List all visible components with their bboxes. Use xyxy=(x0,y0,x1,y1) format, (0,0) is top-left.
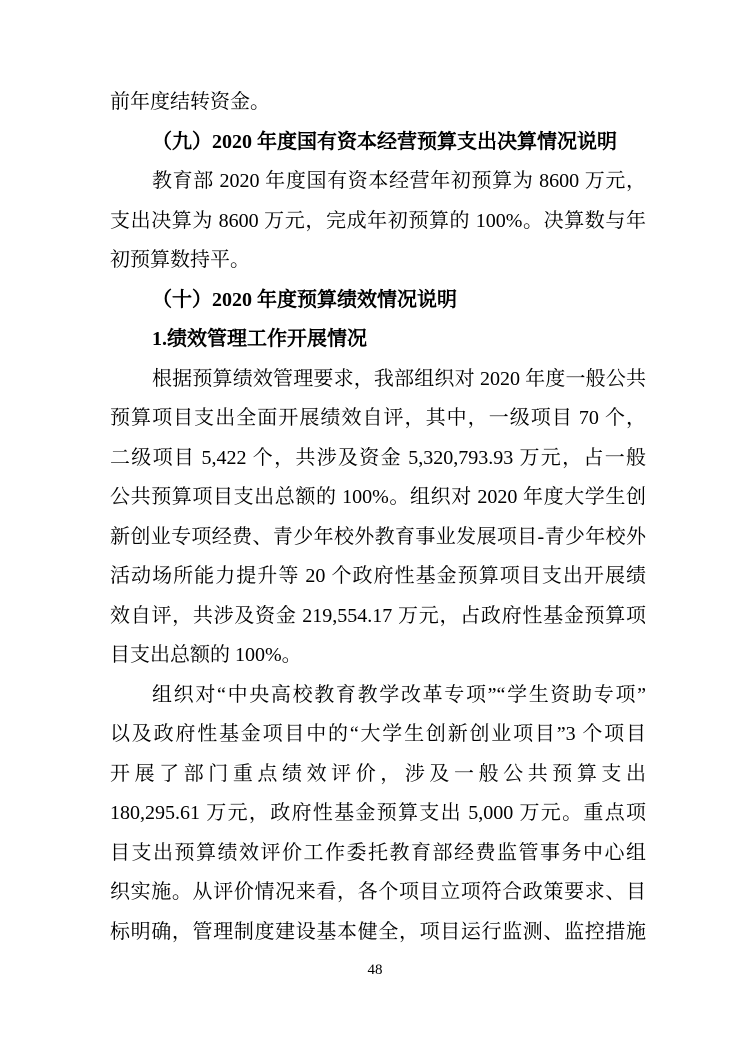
page-number: 48 xyxy=(367,962,383,978)
text-line-self-eval-5: 新创业专项经费、青少年校外教育事业发展项目-青少年校外 xyxy=(110,525,646,548)
text-line-key-eval-6: 织实施。从评价情况来看，各个项目立项符合政策要求、目 xyxy=(110,881,646,903)
text-line-key-eval-4: 180,295.61 万元，政府性基金预算支出 5,000 万元。重点项 xyxy=(110,802,646,824)
subheading-performance-work: 1.绩效管理工作开展情况 xyxy=(152,328,367,350)
text-line-soe-budget-1: 教育部 2020 年度国有资本经营年初预算为 8600 万元， xyxy=(152,170,646,192)
text-line-carryover: 前年度结转资金。 xyxy=(110,91,270,113)
text-line-self-eval-2: 预算项目支出全面开展绩效自评，其中，一级项目 70 个， xyxy=(110,407,646,429)
document-body xyxy=(110,83,646,952)
text-line-key-eval-1: 组织对“中央高校教育教学改革专项”“学生资助专项” xyxy=(152,683,646,706)
text-line-key-eval-2: 以及政府性基金项目中的“大学生创新创业项目”3 个项目 xyxy=(110,723,646,745)
text-line-key-eval-3: 开展了部门重点绩效评价，涉及一般公共预算支出 xyxy=(110,762,646,785)
text-line-self-eval-6: 活动场所能力提升等 20 个政府性基金预算项目支出开展绩 xyxy=(110,565,646,587)
text-line-key-eval-5: 目支出预算绩效评价工作委托教育部经费监管事务中心组 xyxy=(110,841,646,864)
text-line-self-eval-3: 二级项目 5,422 个，共涉及资金 5,320,793.93 万元，占一般 xyxy=(110,446,646,469)
text-line-soe-budget-3: 初预算数持平。 xyxy=(110,249,250,271)
text-line-self-eval-1: 根据预算绩效管理要求，我部组织对 2020 年度一般公共 xyxy=(152,367,646,390)
heading-section-nine: （九）2020 年度国有资本经营预算支出决算情况说明 xyxy=(152,130,617,153)
heading-section-ten: （十）2020 年度预算绩效情况说明 xyxy=(152,288,457,311)
text-line-self-eval-7: 效自评，共涉及资金 219,554.17 万元，占政府性基金预算项 xyxy=(110,604,646,627)
text-line-self-eval-8: 目支出总额的 100%。 xyxy=(110,644,302,666)
text-line-self-eval-4: 公共预算项目支出总额的 100%。组织对 2020 年度大学生创 xyxy=(110,486,646,508)
text-line-key-eval-7: 标明确，管理制度建设基本健全，项目运行监测、监控措施 xyxy=(110,920,646,943)
text-line-soe-budget-2: 支出决算为 8600 万元，完成年初预算的 100%。决算数与年 xyxy=(110,209,646,232)
